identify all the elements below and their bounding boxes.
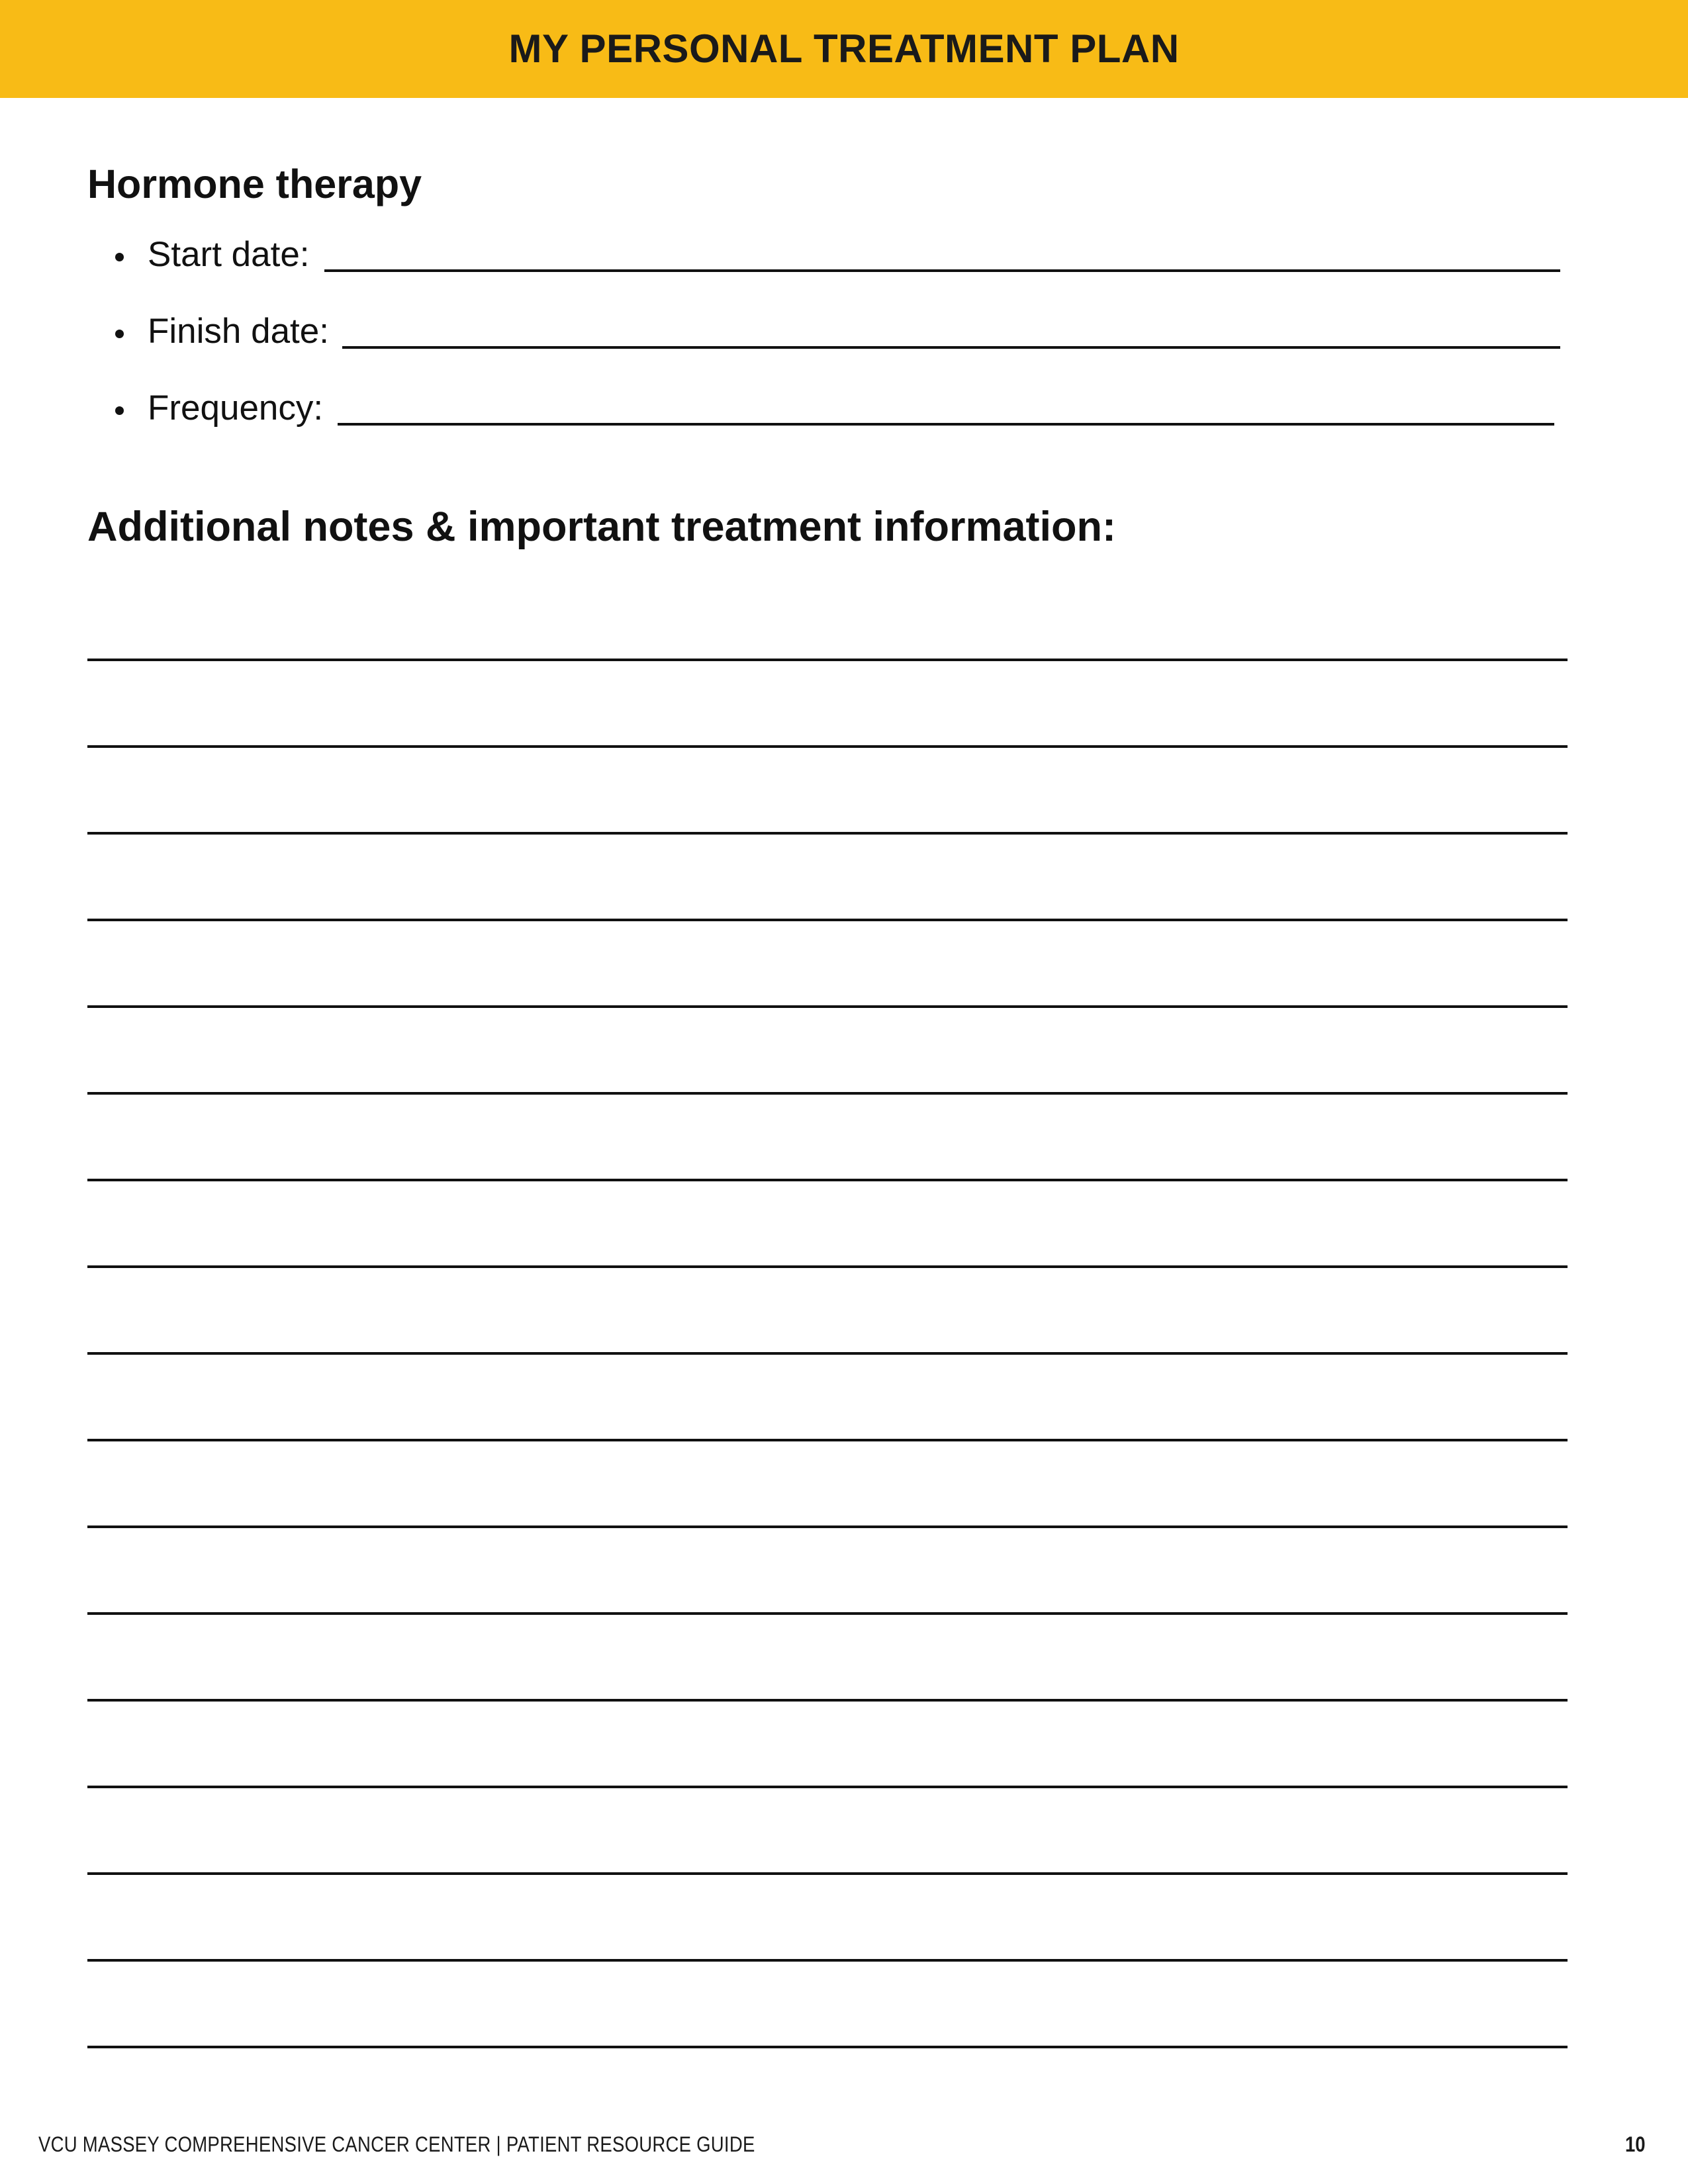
note-line[interactable] — [87, 2046, 1568, 2048]
page-title: MY PERSONAL TREATMENT PLAN — [508, 26, 1180, 71]
note-line[interactable] — [87, 1265, 1568, 1268]
note-line[interactable] — [87, 919, 1568, 921]
note-line[interactable] — [87, 745, 1568, 748]
finish-date-label: Finish date: — [148, 312, 329, 351]
bullet-icon — [115, 330, 124, 338]
frequency-input-line[interactable] — [338, 423, 1554, 426]
finish-date-input-line[interactable] — [342, 346, 1560, 349]
note-line[interactable] — [87, 1092, 1568, 1095]
additional-notes-heading: Additional notes & important treatment information: — [87, 504, 1116, 550]
frequency-field — [106, 384, 1562, 437]
bullet-icon — [115, 406, 124, 415]
finish-date-field — [106, 307, 1562, 360]
note-line[interactable] — [87, 1786, 1568, 1788]
note-line[interactable] — [87, 1352, 1568, 1355]
note-line[interactable] — [87, 1699, 1568, 1702]
note-line[interactable] — [87, 1525, 1568, 1528]
note-line[interactable] — [87, 1439, 1568, 1441]
start-date-label: Start date: — [148, 235, 310, 274]
hormone-therapy-heading: Hormone therapy — [87, 161, 422, 206]
bullet-icon — [115, 253, 124, 261]
note-line[interactable] — [87, 1612, 1568, 1615]
note-line[interactable] — [87, 1872, 1568, 1875]
notes-writing-area[interactable] — [87, 659, 1568, 2132]
note-line[interactable] — [87, 1179, 1568, 1181]
start-date-input-line[interactable] — [324, 269, 1560, 272]
page-number: 10 — [1625, 2132, 1646, 2156]
note-line[interactable] — [87, 659, 1568, 661]
start-date-field — [106, 230, 1562, 283]
frequency-label: Frequency: — [148, 388, 324, 428]
footer-publication-title: VCU MASSEY COMPREHENSIVE CANCER CENTER | PATIENT RESOURCE GUIDE — [38, 2132, 755, 2156]
note-line[interactable] — [87, 1005, 1568, 1008]
note-line[interactable] — [87, 1959, 1568, 1962]
note-line[interactable] — [87, 832, 1568, 835]
